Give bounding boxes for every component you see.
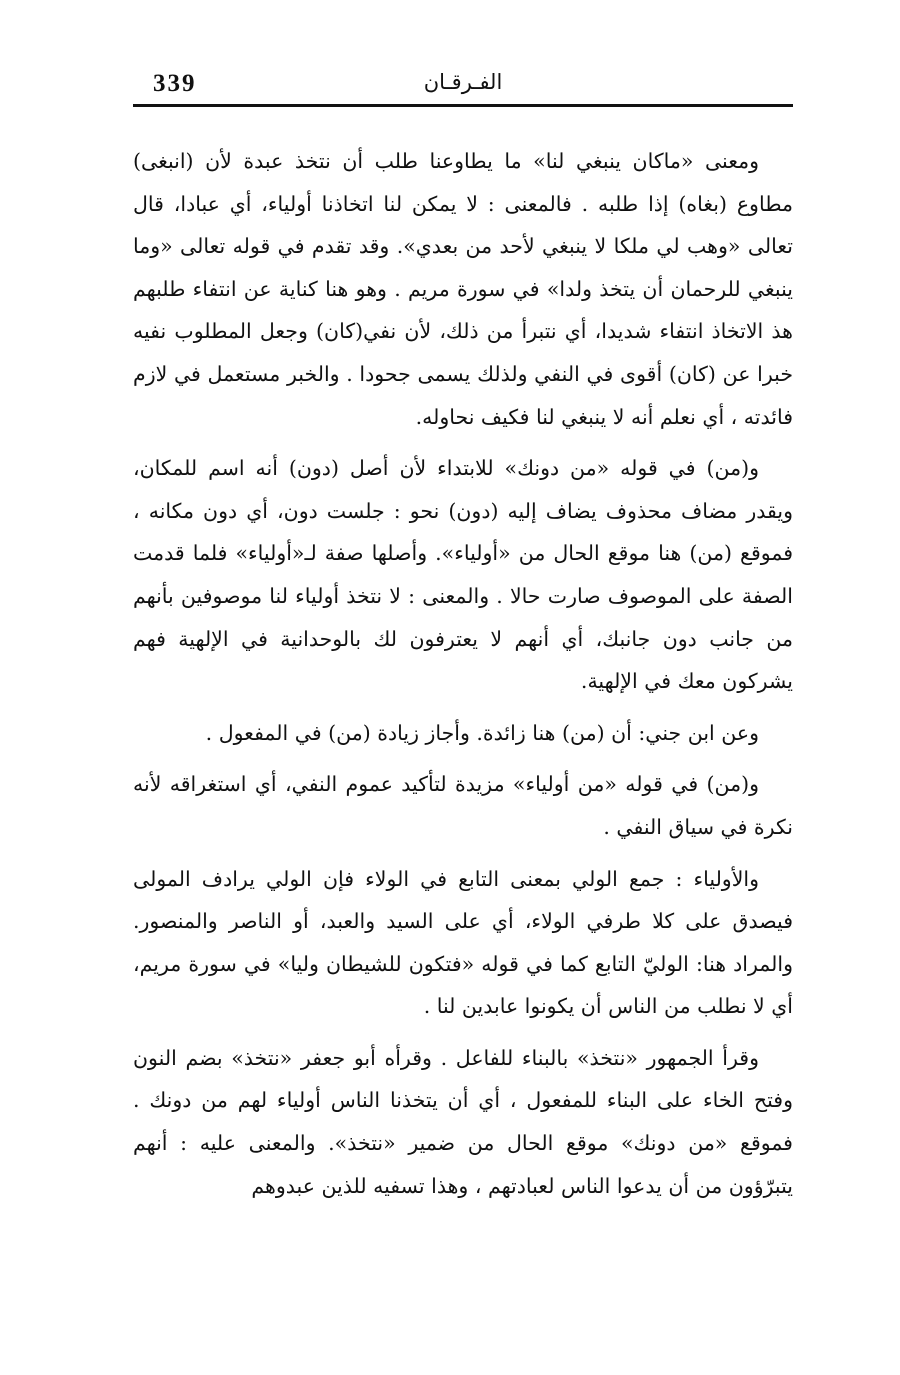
page-number: 339 bbox=[153, 70, 197, 97]
paragraph: و(من) في قوله «من دونك» للابتداء لأن أصل (دون) أنه اسم للمكان، ويقدر مضاف محذوف يضاف إليه (دون) نحو : جلست دون، أي دون مكانه ، فموقع (من) هنا موقع الحال من «أولياء». وأصلها صفة لـ«أولياء» فلما قدمت الصفة على الموصوف صارت حالا . والمعنى : لا نتخذ أولياء لنا موصوفين بأنهم من جانب دون جانبك، أي أنهم لا يعترفون لك بالوحدانية في الإلهية فهم يشركون معك في الإلهية. bbox=[133, 456, 793, 694]
paragraph: والأولياء : جمع الولي بمعنى التابع في الولاء فإن الولي يرادف المولى فيصدق على كلا طرفي الولاء، أي على السيد والعبد، أو الناصر والمنصور. والمراد هنا: الوليّ التابع كما في قوله «فتكون للشيطان وليا» في سورة مريم، أي لا نطلب من الناس أن يكونوا عابدين لنا . bbox=[133, 866, 793, 1019]
paragraph: وعن ابن جني: أن (من) هنا زائدة. وأجاز زيادة (من) في المفعول . bbox=[205, 720, 759, 745]
paragraph: وقرأ الجمهور «نتخذ» بالبناء للفاعل . وقرأه أبو جعفر «نتخذ» بضم النون وفتح الخاء على البناء للمفعول ، أي أن يتخذنا الناس أولياء لهم من دونك . فموقع «من دونك» موقع الحال من ضمير «نتخذ». والمعنى عليه : أنهم يتبرّؤون من أن يدعوا الناس لعبادتهم ، وهذا تسفيه للذين عبدوهم bbox=[133, 1045, 793, 1198]
paragraph: و(من) في قوله «من أولياء» مزيدة لتأكيد عموم النفي، أي استغراقه لأنه نكرة في سياق النفي . bbox=[133, 772, 793, 839]
body-text bbox=[133, 140, 793, 1216]
running-title: الفـرقـان bbox=[423, 70, 503, 94]
paragraph: ومعنى «ماكان ينبغي لنا» ما يطاوعنا طلب أن نتخذ عبدة لأن (انبغى) مطاوع (بغاه) إذا طلبه . فالمعنى : لا يمكن لنا اتخاذنا أولياء، أي عبادا، قال تعالى «وهب لي ملكا لا ينبغي لأحد من بعدي». وقد تقدم في قوله تعالى «وما ينبغي للرحمان أن يتخذ ولدا» في سورة مريم . وهو هنا كناية عن انتفاء طلبهم هذ الاتخاذ انتفاء شديدا، أي نتبرأ من ذلك، لأن نفي(كان) وجعل المطلوب نفيه خبرا عن (كان) أقوى في النفي ولذلك يسمى جحودا . والخبر مستعمل في لازم فائدته ، أي نعلم أنه لا ينبغي لنا فكيف نحاوله. bbox=[133, 149, 793, 429]
page-header bbox=[133, 62, 793, 107]
